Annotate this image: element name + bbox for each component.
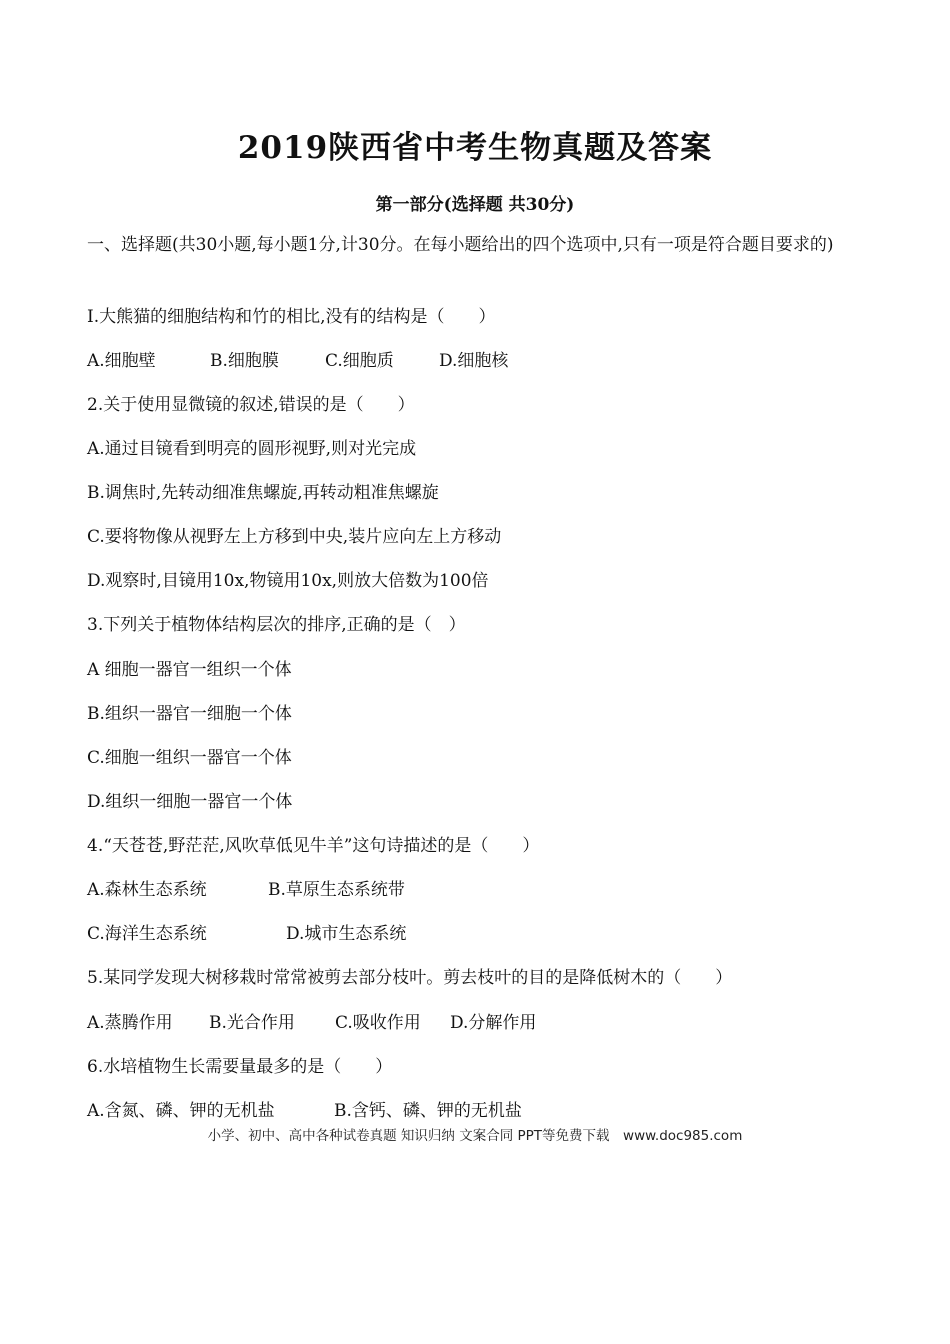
question-3-option-d: D.组织一细胞一器官一个体 <box>87 792 293 812</box>
question-2-option-c: C.要将物像从视野左上方移到中央,装片应向左上方移动 <box>87 527 502 547</box>
question-2-option-d: D.观察时,目镜用10x,物镜用10x,则放大倍数为100倍 <box>87 571 489 591</box>
question-6-stem: 6.水培植物生长需要量最多的是（ ） <box>87 1057 393 1077</box>
question-6-option-b: B.含钙、磷、钾的无机盐 <box>334 1101 522 1121</box>
question-4-stem: 4.“天苍苍,野茫茫,风吹草低见牛羊”这句诗描述的是（ ） <box>87 836 540 856</box>
question-4-option-b: B.草原生态系统带 <box>268 880 405 900</box>
question-4-option-d: D.城市生态系统 <box>286 924 407 944</box>
question-5-option-b: B.光合作用 <box>209 1013 295 1033</box>
question-4-option-a: A.森林生态系统 <box>87 880 207 900</box>
question-6-option-a: A.含氮、磷、钾的无机盐 <box>87 1101 275 1121</box>
question-3-option-a: A 细胞一器官一组织一个体 <box>87 660 292 680</box>
question-6-options <box>87 1099 522 1123</box>
question-3-option-c: C.细胞一组织一器官一个体 <box>87 748 292 768</box>
question-5-options <box>87 1011 536 1035</box>
question-5-option-a: A.蒸腾作用 <box>87 1013 173 1033</box>
section-heading: 第一部分(选择题 共30分) <box>375 195 575 215</box>
question-4-options-row-2 <box>87 922 406 946</box>
question-5-stem: 5.某同学发现大树移栽时常常被剪去部分枝叶。剪去枝叶的目的是降低树木的（ ） <box>87 968 733 988</box>
question-1-options <box>87 349 508 373</box>
question-2-option-a: A.通过目镜看到明亮的圆形视野,则对光完成 <box>87 439 417 459</box>
question-1-option-d: D.细胞核 <box>439 351 509 371</box>
question-1-stem: I.大熊猫的细胞结构和竹的相比,没有的结构是（ ） <box>87 307 496 327</box>
question-5-option-c: C.吸收作用 <box>335 1013 421 1033</box>
question-5-option-d: D.分解作用 <box>450 1013 537 1033</box>
section-instructions: 一、选择题(共30小题,每小题1分,计30分。在每小题给出的四个选项中,只有一项是符合题目要求的) <box>87 235 834 255</box>
question-4-options-row-1 <box>87 878 405 902</box>
page-title: 2019陕西省中考生物真题及答案 <box>237 130 713 166</box>
question-3-stem: 3.下列关于植物体结构层次的排序,正确的是（ ） <box>87 615 466 635</box>
question-2-option-b: B.调焦时,先转动细准焦螺旋,再转动粗准焦螺旋 <box>87 483 439 503</box>
page-footer: 小学、初中、高中各种试卷真题 知识归纳 文案合同 PPT等免费下载 www.doc985.com <box>207 1128 743 1144</box>
question-4-option-c: C.海洋生态系统 <box>87 924 207 944</box>
question-3-option-b: B.组织一器官一细胞一个体 <box>87 704 292 724</box>
question-1-option-c: C.细胞质 <box>325 351 394 371</box>
question-2-stem: 2.关于使用显微镜的叙述,错误的是（ ） <box>87 395 415 415</box>
question-1-option-b: B.细胞膜 <box>210 351 279 371</box>
question-1-option-a: A.细胞壁 <box>87 351 156 371</box>
